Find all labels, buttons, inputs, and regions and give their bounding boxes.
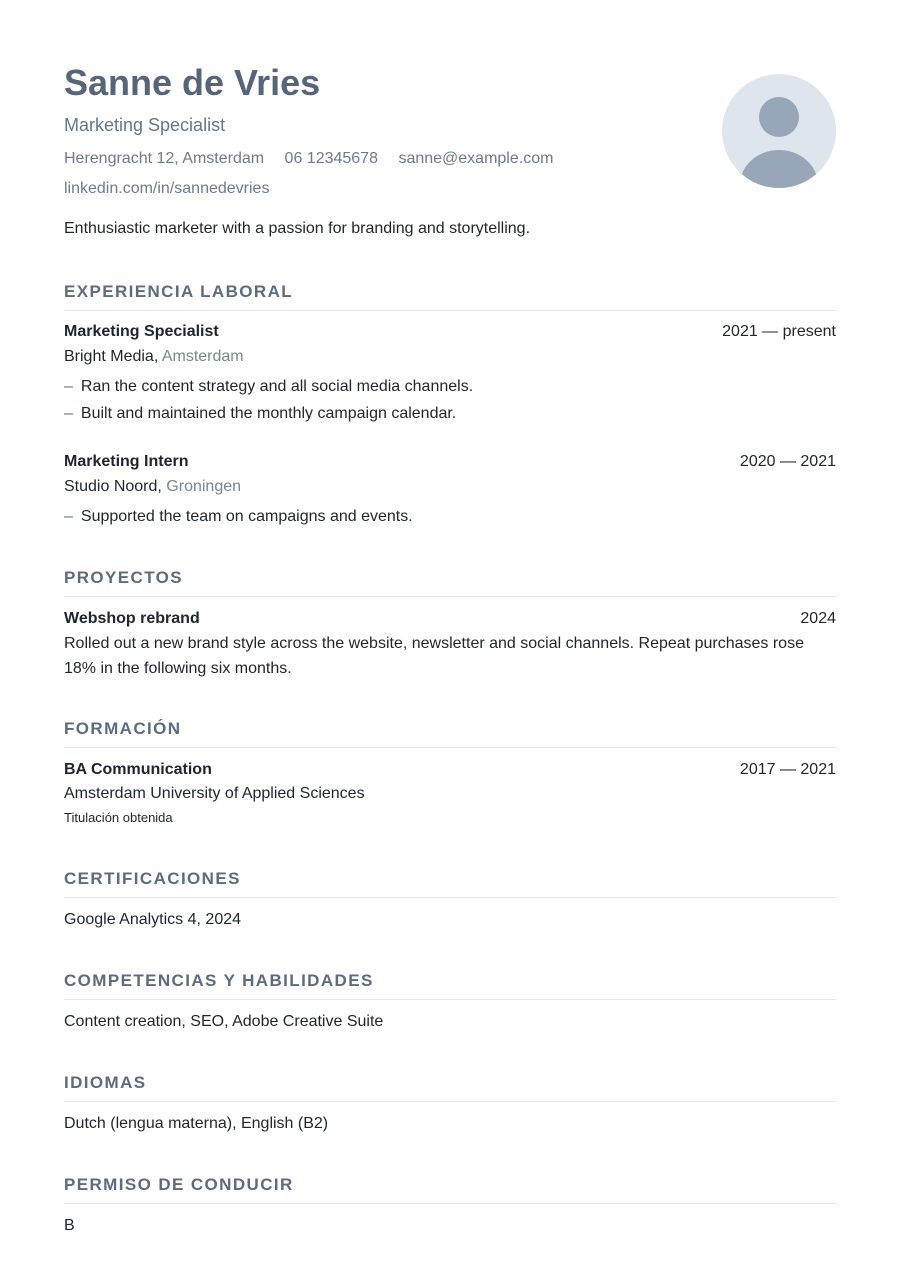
section-title-skills: COMPETENCIAS Y HABILIDADES	[64, 971, 836, 1000]
education-date: 2017 — 2021	[739, 761, 836, 778]
job-date: 2020 — 2021	[739, 453, 836, 470]
school-name: Amsterdam University of Applied Sciences	[64, 785, 365, 802]
degree-title: BA Communication	[64, 761, 212, 778]
bullet-dash-icon: –	[64, 405, 73, 422]
candidate-role: Marketing Specialist	[64, 115, 226, 135]
company-location: Groningen	[166, 478, 242, 495]
section-title-experience: EXPERIENCIA LABORAL	[64, 282, 836, 311]
section-title-certifications: CERTIFICACIONES	[64, 869, 836, 898]
section-title-languages: IDIOMAS	[64, 1073, 836, 1102]
address-text: Herengracht 12, Amsterdam	[64, 150, 265, 167]
job-title: Marketing Specialist	[64, 323, 219, 340]
project-date: 2024	[800, 610, 836, 627]
bullet-dash-icon: –	[64, 508, 73, 525]
job-header	[64, 322, 836, 342]
candidate-name: Sanne de Vries	[64, 62, 321, 103]
bullet-text: Ran the content strategy and all social media channels.	[80, 378, 474, 395]
job-date: 2021 — present	[722, 323, 836, 340]
certifications-text: Google Analytics 4, 2024	[64, 911, 242, 928]
job-title: Marketing Intern	[64, 453, 189, 470]
avatar-head-shape	[759, 97, 799, 137]
license-text: B	[64, 1217, 75, 1234]
company-name: Studio Noord,	[64, 478, 162, 495]
skills-text: Content creation, SEO, Adobe Creative Suite	[64, 1013, 384, 1030]
job-bullet	[64, 377, 473, 397]
project-header	[64, 609, 836, 629]
job-company	[64, 477, 241, 497]
job-company	[64, 347, 244, 367]
section-title-license: PERMISO DE CONDUCIR	[64, 1175, 836, 1204]
bullet-text: Built and maintained the monthly campaign calendar.	[80, 405, 457, 422]
project-description: Rolled out a new brand style across the website, newsletter and social channels. Repeat purchases rose 18% in the following six months.	[64, 635, 804, 677]
company-name: Bright Media,	[64, 348, 159, 365]
languages-text: Dutch (lengua materna), English (B2)	[64, 1115, 329, 1132]
email-link[interactable]: sanne@example.com	[398, 150, 554, 167]
linkedin-link[interactable]: linkedin.com/in/sannedevries	[64, 180, 270, 197]
bullet-text: Supported the team on campaigns and events.	[80, 508, 413, 525]
education-header	[64, 760, 836, 780]
degree-note: Titulación obtenida	[64, 810, 173, 825]
section-title-projects: PROYECTOS	[64, 568, 836, 597]
contact-info	[64, 149, 704, 169]
section-title-education: FORMACIÓN	[64, 719, 836, 748]
company-location: Amsterdam	[161, 348, 244, 365]
resume-header	[64, 62, 704, 199]
avatar-placeholder-icon	[722, 74, 836, 188]
job-bullet	[64, 404, 456, 424]
bullet-dash-icon: –	[64, 378, 73, 395]
profile-summary: Enthusiastic marketer with a passion for branding and storytelling.	[64, 220, 531, 237]
phone-text: 06 12345678	[284, 150, 378, 167]
avatar-body-shape	[740, 150, 818, 188]
project-title: Webshop rebrand	[64, 610, 200, 627]
job-header	[64, 452, 836, 472]
job-bullet	[64, 507, 413, 527]
